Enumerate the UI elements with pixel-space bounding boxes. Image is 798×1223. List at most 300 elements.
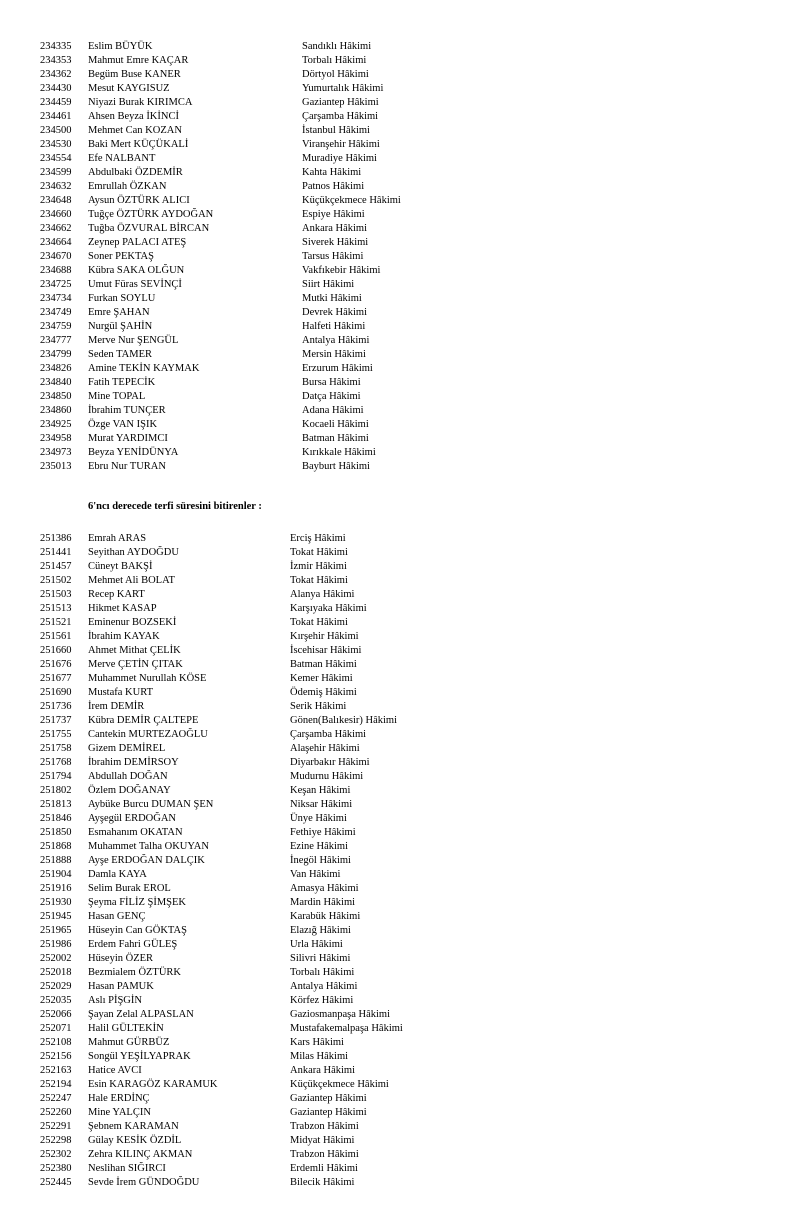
registry-number: 234958 (40, 433, 72, 444)
list-row (40, 560, 780, 574)
list-row (40, 1134, 780, 1148)
person-name: Tuğçe ÖZTÜRK AYDOĞAN (88, 209, 214, 220)
person-name: Kübra DEMİR ÇALTEPE (88, 715, 199, 726)
person-name: Hüseyin ÖZER (88, 953, 154, 964)
list-row (40, 376, 780, 390)
assigned-post: Ezine Hâkimi (290, 841, 349, 852)
registry-number: 234362 (40, 69, 72, 80)
assigned-post: Gaziosmanpaşa Hâkimi (290, 1009, 391, 1020)
list-row (40, 194, 780, 208)
assigned-post: Erciş Hâkimi (290, 533, 346, 544)
person-name: İbrahim TUNÇER (88, 405, 166, 416)
registry-number: 251758 (40, 743, 72, 754)
list-row (40, 40, 780, 54)
list-row (40, 362, 780, 376)
assigned-post: Çarşamba Hâkimi (290, 729, 367, 740)
assigned-post: Gaziantep Hâkimi (290, 1107, 367, 1118)
list-row (40, 236, 780, 250)
registry-number: 251888 (40, 855, 72, 866)
registry-number: 251441 (40, 547, 72, 558)
assigned-post: Tokat Hâkimi (290, 617, 348, 628)
registry-number: 251502 (40, 575, 72, 586)
list-row (40, 882, 780, 896)
registry-number: 252380 (40, 1163, 72, 1174)
assigned-post: Dörtyol Hâkimi (302, 69, 369, 80)
assigned-post: İstanbul Hâkimi (302, 125, 370, 136)
assigned-post: Trabzon Hâkimi (290, 1121, 359, 1132)
person-name: Gülay KESİK ÖZDİL (88, 1135, 182, 1146)
registry-number: 251986 (40, 939, 72, 950)
assigned-post: Alaşehir Hâkimi (290, 743, 360, 754)
person-name: Eslim BÜYÜK (88, 41, 153, 52)
person-name: Abdullah DOĞAN (88, 771, 168, 782)
registry-number: 252029 (40, 981, 72, 992)
assigned-post: Mudurnu Hâkimi (290, 771, 364, 782)
assigned-post: Halfeti Hâkimi (302, 321, 366, 332)
person-name: Soner PEKTAŞ (88, 251, 154, 262)
assigned-post: Torbalı Hâkimi (302, 55, 367, 66)
person-name: Mehmet Can KOZAN (88, 125, 182, 136)
list-row (40, 110, 780, 124)
registry-number: 251457 (40, 561, 72, 572)
assigned-post: Kemer Hâkimi (290, 673, 353, 684)
list-row (40, 728, 780, 742)
registry-number: 251690 (40, 687, 72, 698)
registry-number: 252108 (40, 1037, 72, 1048)
person-name: Mustafa KURT (88, 687, 153, 698)
list-row (40, 532, 780, 546)
list-row (40, 784, 780, 798)
person-name: Cantekin MURTEZAOĞLU (88, 729, 208, 740)
list-row (40, 334, 780, 348)
list-row (40, 1162, 780, 1176)
registry-number: 234599 (40, 167, 72, 178)
list-row (40, 756, 780, 770)
person-name: Seyithan AYDOĞDU (88, 547, 179, 558)
assigned-post: Ankara Hâkimi (302, 223, 368, 234)
assigned-post: Patnos Hâkimi (302, 181, 365, 192)
registry-number: 234660 (40, 209, 72, 220)
registry-number: 251521 (40, 617, 72, 628)
registry-number: 252035 (40, 995, 72, 1006)
list-row (40, 798, 780, 812)
assigned-post: Siverek Hâkimi (302, 237, 369, 248)
person-name: Özlem DOĞANAY (88, 785, 171, 796)
list-row (40, 700, 780, 714)
registry-number: 234335 (40, 41, 72, 52)
assigned-post: Küçükçekmece Hâkimi (290, 1079, 389, 1090)
judge-list-second (40, 532, 780, 1190)
list-row (40, 868, 780, 882)
assigned-post: Midyat Hâkimi (290, 1135, 355, 1146)
person-name: Ayşegül ERDOĞAN (88, 813, 176, 824)
person-name: Kübra SAKA OLĞUN (88, 265, 185, 276)
person-name: Aslı PİŞGİN (88, 995, 142, 1006)
list-row (40, 1008, 780, 1022)
assigned-post: Erzurum Hâkimi (302, 363, 373, 374)
person-name: Özge VAN IŞIK (88, 419, 158, 430)
assigned-post: Çarşamba Hâkimi (302, 111, 379, 122)
registry-number: 235013 (40, 461, 72, 472)
person-name: İbrahim KAYAK (88, 631, 160, 642)
registry-number: 234725 (40, 279, 72, 290)
person-name: Ayşe ERDOĞAN DALÇIK (88, 855, 205, 866)
person-name: Mine YALÇIN (88, 1107, 151, 1118)
person-name: Muhammet Nurullah KÖSE (88, 673, 207, 684)
assigned-post: Gaziantep Hâkimi (302, 97, 379, 108)
list-row (40, 264, 780, 278)
registry-number: 234734 (40, 293, 72, 304)
person-name: Amine TEKİN KAYMAK (88, 363, 200, 374)
list-row (40, 1176, 780, 1190)
registry-number: 251561 (40, 631, 72, 642)
person-name: Gizem DEMİREL (88, 743, 166, 754)
assigned-post: Batman Hâkimi (290, 659, 357, 670)
list-row (40, 1148, 780, 1162)
registry-number: 234826 (40, 363, 72, 374)
registry-number: 252260 (40, 1107, 72, 1118)
registry-number: 234670 (40, 251, 72, 262)
assigned-post: Yumurtalık Hâkimi (302, 83, 384, 94)
registry-number: 252018 (40, 967, 72, 978)
registry-number: 234973 (40, 447, 72, 458)
list-row (40, 854, 780, 868)
registry-number: 251916 (40, 883, 72, 894)
assigned-post: Gaziantep Hâkimi (290, 1093, 367, 1104)
assigned-post: Siirt Hâkimi (302, 279, 355, 290)
assigned-post: Bayburt Hâkimi (302, 461, 370, 472)
list-row (40, 574, 780, 588)
list-row (40, 390, 780, 404)
registry-number: 251513 (40, 603, 72, 614)
person-name: Murat YARDIMCI (88, 433, 168, 444)
list-row (40, 630, 780, 644)
person-name: Damla KAYA (88, 869, 147, 880)
person-name: Ebru Nur TURAN (88, 461, 166, 472)
person-name: Seden TAMER (88, 349, 153, 360)
list-row (40, 686, 780, 700)
registry-number: 251676 (40, 659, 72, 670)
assigned-post: Elazığ Hâkimi (290, 925, 351, 936)
list-row (40, 250, 780, 264)
list-row (40, 446, 780, 460)
person-name: Nurgül ŞAHİN (88, 321, 153, 332)
registry-number: 234688 (40, 265, 72, 276)
person-name: Emre ŞAHAN (88, 307, 150, 318)
list-row (40, 208, 780, 222)
registry-number: 234500 (40, 125, 72, 136)
registry-number: 234632 (40, 181, 72, 192)
section-heading: 6'ncı derecede terfi süresini bitirenler : (88, 501, 262, 512)
list-row (40, 616, 780, 630)
assigned-post: Niksar Hâkimi (290, 799, 353, 810)
person-name: Bezmialem ÖZTÜRK (88, 967, 182, 978)
list-row (40, 54, 780, 68)
assigned-post: Bilecik Hâkimi (290, 1177, 355, 1188)
person-name: Merve Nur ŞENGÜL (88, 335, 179, 346)
registry-number: 251794 (40, 771, 72, 782)
assigned-post: Amasya Hâkimi (290, 883, 359, 894)
assigned-post: Milas Hâkimi (290, 1051, 349, 1062)
assigned-post: Adana Hâkimi (302, 405, 364, 416)
registry-number: 234662 (40, 223, 72, 234)
assigned-post: Silivri Hâkimi (290, 953, 351, 964)
person-name: Emrullah ÖZKAN (88, 181, 167, 192)
list-row (40, 602, 780, 616)
person-name: Şayan Zelal ALPASLAN (88, 1009, 194, 1020)
assigned-post: Kırıkkale Hâkimi (302, 447, 376, 458)
assigned-post: Küçükçekmece Hâkimi (302, 195, 401, 206)
assigned-post: Fethiye Hâkimi (290, 827, 356, 838)
list-row (40, 980, 780, 994)
list-row (40, 68, 780, 82)
assigned-post: Mutki Hâkimi (302, 293, 362, 304)
list-row (40, 994, 780, 1008)
person-name: Hikmet KASAP (88, 603, 157, 614)
registry-number: 234925 (40, 419, 72, 430)
assigned-post: İscehisar Hâkimi (290, 645, 362, 656)
person-name: Abdulbaki ÖZDEMİR (88, 167, 183, 178)
person-name: Emrah ARAS (88, 533, 147, 544)
person-name: İrem DEMİR (88, 701, 145, 712)
list-row (40, 1106, 780, 1120)
person-name: Esin KARAGÖZ KARAMUK (88, 1079, 218, 1090)
registry-number: 252163 (40, 1065, 72, 1076)
assigned-post: Ankara Hâkimi (290, 1065, 356, 1076)
registry-number: 251768 (40, 757, 72, 768)
registry-number: 234664 (40, 237, 72, 248)
person-name: Furkan SOYLU (88, 293, 156, 304)
list-row (40, 1064, 780, 1078)
list-row (40, 432, 780, 446)
assigned-post: Devrek Hâkimi (302, 307, 368, 318)
registry-number: 251850 (40, 827, 72, 838)
registry-number: 234840 (40, 377, 72, 388)
list-row (40, 404, 780, 418)
person-name: Zeynep PALACI ATEŞ (88, 237, 187, 248)
registry-number: 252445 (40, 1177, 72, 1188)
assigned-post: Alanya Hâkimi (290, 589, 355, 600)
registry-number: 252298 (40, 1135, 72, 1146)
assigned-post: Karabük Hâkimi (290, 911, 361, 922)
list-row (40, 278, 780, 292)
registry-number: 251846 (40, 813, 72, 824)
assigned-post: Diyarbakır Hâkimi (290, 757, 370, 768)
person-name: Mesut KAYGISUZ (88, 83, 170, 94)
registry-number: 252302 (40, 1149, 72, 1160)
list-row (40, 742, 780, 756)
assigned-post: Vakfıkebir Hâkimi (302, 265, 381, 276)
registry-number: 251677 (40, 673, 72, 684)
registry-number: 251736 (40, 701, 72, 712)
registry-number: 251660 (40, 645, 72, 656)
list-row (40, 938, 780, 952)
assigned-post: Karşıyaka Hâkimi (290, 603, 367, 614)
list-row (40, 1022, 780, 1036)
person-name: Ahsen Beyza İKİNCİ (88, 111, 179, 122)
registry-number: 234759 (40, 321, 72, 332)
person-name: Muhammet Talha OKUYAN (88, 841, 209, 852)
registry-number: 234860 (40, 405, 72, 416)
assigned-post: Kars Hâkimi (290, 1037, 344, 1048)
judge-list-first (40, 40, 780, 474)
assigned-post: Tokat Hâkimi (290, 547, 348, 558)
assigned-post: Urla Hâkimi (290, 939, 343, 950)
person-name: Songül YEŞİLYAPRAK (88, 1051, 191, 1062)
registry-number: 251930 (40, 897, 72, 908)
person-name: Hatice AVCI (88, 1065, 142, 1076)
person-name: Beyza YENİDÜNYA (88, 447, 179, 458)
assigned-post: Erdemli Hâkimi (290, 1163, 358, 1174)
person-name: Sevde İrem GÜNDOĞDU (88, 1177, 200, 1188)
registry-number: 251945 (40, 911, 72, 922)
registry-number: 251904 (40, 869, 72, 880)
registry-number: 234554 (40, 153, 72, 164)
registry-number: 234850 (40, 391, 72, 402)
list-row (40, 166, 780, 180)
assigned-post: Espiye Hâkimi (302, 209, 365, 220)
registry-number: 234461 (40, 111, 72, 122)
list-row (40, 966, 780, 980)
person-name: Hale ERDİNÇ (88, 1093, 150, 1104)
registry-number: 251386 (40, 533, 72, 544)
assigned-post: Van Hâkimi (290, 869, 341, 880)
assigned-post: Kahta Hâkimi (302, 167, 362, 178)
list-row (40, 152, 780, 166)
assigned-post: Trabzon Hâkimi (290, 1149, 359, 1160)
assigned-post: Kocaeli Hâkimi (302, 419, 369, 430)
assigned-post: İnegöl Hâkimi (290, 855, 351, 866)
assigned-post: Gönen(Balıkesir) Hâkimi (290, 715, 398, 726)
person-name: Halil GÜLTEKİN (88, 1023, 164, 1034)
person-name: Merve ÇETİN ÇITAK (88, 659, 183, 670)
list-row (40, 124, 780, 138)
assigned-post: Bursa Hâkimi (302, 377, 361, 388)
person-name: Aybüke Burcu DUMAN ŞEN (88, 799, 214, 810)
registry-number: 251965 (40, 925, 72, 936)
registry-number: 252194 (40, 1079, 72, 1090)
person-name: Mehmet Ali BOLAT (88, 575, 175, 586)
registry-number: 251755 (40, 729, 72, 740)
assigned-post: Körfez Hâkimi (290, 995, 354, 1006)
list-row (40, 320, 780, 334)
list-row (40, 418, 780, 432)
assigned-post: İzmir Hâkimi (290, 561, 347, 572)
list-row (40, 658, 780, 672)
assigned-post: Mardin Hâkimi (290, 897, 356, 908)
person-name: Neslihan SIĞIRCI (88, 1163, 166, 1174)
registry-number: 252291 (40, 1121, 72, 1132)
registry-number: 234430 (40, 83, 72, 94)
assigned-post: Mustafakemalpaşa Hâkimi (290, 1023, 403, 1034)
registry-number: 234749 (40, 307, 72, 318)
list-row (40, 96, 780, 110)
person-name: Mine TOPAL (88, 391, 146, 402)
person-name: Cüneyt BAKŞİ (88, 561, 153, 572)
assigned-post: Batman Hâkimi (302, 433, 369, 444)
assigned-post: Serik Hâkimi (290, 701, 347, 712)
registry-number: 252247 (40, 1093, 72, 1104)
assigned-post: Ödemiş Hâkimi (290, 687, 357, 698)
person-name: Eminenur BOZSEKİ (88, 617, 177, 628)
list-row (40, 82, 780, 96)
registry-number: 252066 (40, 1009, 72, 1020)
list-row (40, 546, 780, 560)
person-name: Hasan GENÇ (88, 911, 146, 922)
list-row (40, 910, 780, 924)
list-row (40, 1050, 780, 1064)
registry-number: 234777 (40, 335, 72, 346)
list-row (40, 306, 780, 320)
list-row (40, 588, 780, 602)
assigned-post: Sandıklı Hâkimi (302, 41, 372, 52)
list-row (40, 292, 780, 306)
person-name: Begüm Buse KANER (88, 69, 181, 80)
list-row (40, 826, 780, 840)
assigned-post: Muradiye Hâkimi (302, 153, 377, 164)
registry-number: 234648 (40, 195, 72, 206)
list-row (40, 1120, 780, 1134)
person-name: Efe NALBANT (88, 153, 156, 164)
registry-number: 234353 (40, 55, 72, 66)
list-row (40, 1078, 780, 1092)
assigned-post: Ünye Hâkimi (290, 813, 347, 824)
list-row (40, 222, 780, 236)
list-row (40, 770, 780, 784)
assigned-post: Kırşehir Hâkimi (290, 631, 359, 642)
person-name: Umut Füras SEVİNÇİ (88, 279, 182, 290)
person-name: Baki Mert KÜÇÜKALİ (88, 139, 189, 150)
registry-number: 252156 (40, 1051, 72, 1062)
person-name: Fatih TEPECİK (88, 377, 156, 388)
person-name: Zehra KILINÇ AKMAN (88, 1149, 193, 1160)
registry-number: 251813 (40, 799, 72, 810)
assigned-post: Mersin Hâkimi (302, 349, 366, 360)
person-name: Mahmut GÜRBÜZ (88, 1037, 170, 1048)
person-name: Hüseyin Can GÖKTAŞ (88, 925, 187, 936)
list-row (40, 138, 780, 152)
list-row (40, 180, 780, 194)
registry-number: 234799 (40, 349, 72, 360)
person-name: Niyazi Burak KIRIMCA (88, 97, 193, 108)
list-row (40, 1036, 780, 1050)
person-name: Şeyma FİLİZ ŞİMŞEK (88, 897, 186, 908)
assigned-post: Keşan Hâkimi (290, 785, 351, 796)
list-row (40, 348, 780, 362)
assigned-post: Tokat Hâkimi (290, 575, 348, 586)
registry-number: 234459 (40, 97, 72, 108)
person-name: İbrahim DEMİRSOY (88, 757, 179, 768)
registry-number: 252002 (40, 953, 72, 964)
registry-number: 251503 (40, 589, 72, 600)
list-row (40, 460, 780, 474)
registry-number: 251737 (40, 715, 72, 726)
person-name: Erdem Fahri GÜLEŞ (88, 939, 178, 950)
registry-number: 251868 (40, 841, 72, 852)
list-row (40, 714, 780, 728)
person-name: Şebnem KARAMAN (88, 1121, 179, 1132)
list-row (40, 924, 780, 938)
list-row (40, 672, 780, 686)
list-row (40, 952, 780, 966)
list-row (40, 840, 780, 854)
person-name: Tuğba ÖZVURAL BİRCAN (88, 223, 210, 234)
registry-number: 234530 (40, 139, 72, 150)
person-name: Mahmut Emre KAÇAR (88, 55, 189, 66)
list-row (40, 644, 780, 658)
person-name: Selim Burak EROL (88, 883, 171, 894)
assigned-post: Torbalı Hâkimi (290, 967, 355, 978)
